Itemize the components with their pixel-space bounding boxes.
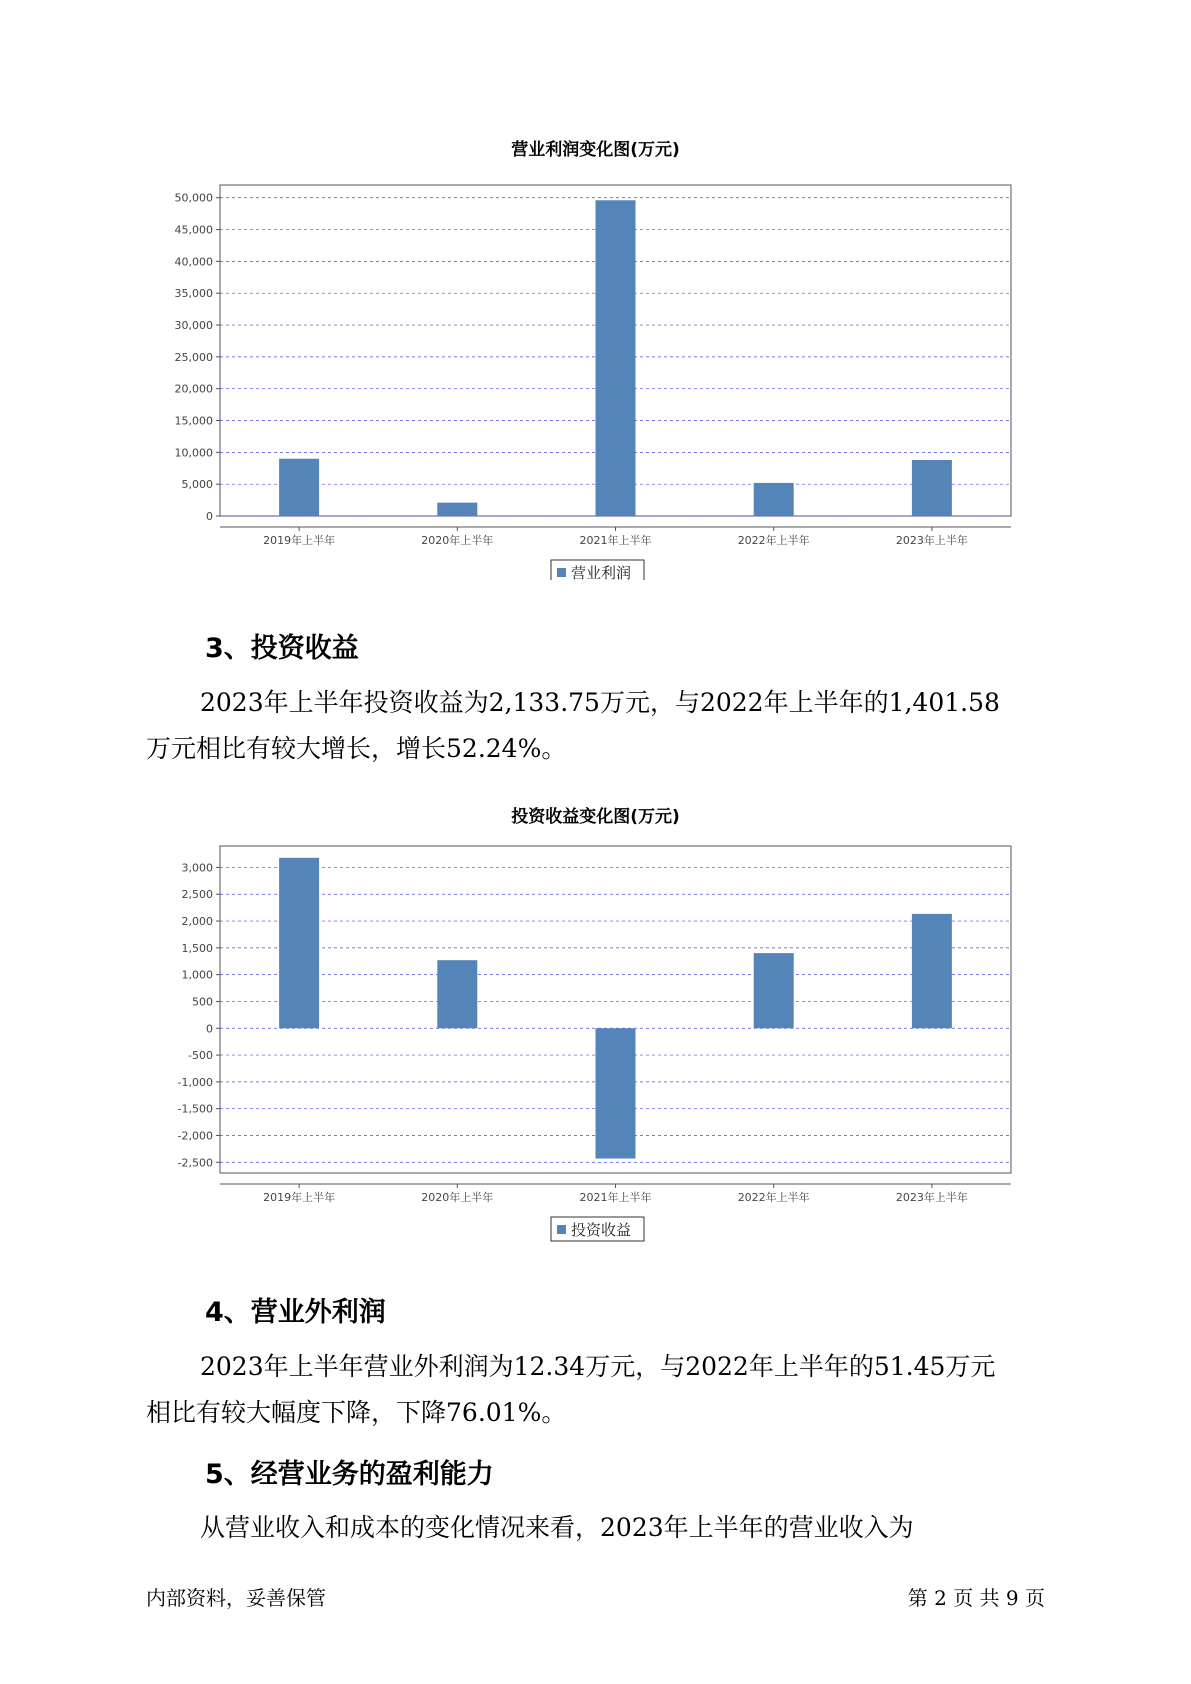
legend-swatch [557,568,566,577]
y-tick-label: 40,000 [174,255,213,269]
y-tick-label: 1,500 [181,941,213,955]
y-tick-label: 1,000 [181,968,213,982]
y-tick-label: 500 [192,995,213,1009]
y-tick-label: 0 [206,1022,213,1036]
bar [912,914,952,1028]
y-tick-label: 5,000 [181,478,213,492]
section3-line1: 2023年上半年投资收益为2,133.75万元，与2022年上半年的1,401.58 [200,688,1000,717]
y-tick-label: 30,000 [174,319,213,333]
legend-label: 营业利润 [571,564,632,580]
x-tick-label: 2021年上半年 [579,534,652,547]
bar [437,960,477,1028]
bar [279,459,319,516]
y-tick-label: 0 [206,510,213,523]
x-tick-label: 2020年上半年 [421,534,494,547]
y-tick-label: -2,000 [177,1129,213,1143]
section5-heading: 5、经营业务的盈利能力 [205,1459,494,1490]
x-tick-label: 2019年上半年 [263,534,336,547]
legend [551,1217,644,1241]
section4-heading: 4、营业外利润 [205,1297,386,1328]
y-tick-label: 15,000 [174,414,213,428]
y-tick-label: 25,000 [174,350,213,364]
bar [754,483,794,516]
y-tick-label: -1,500 [177,1102,213,1116]
y-tick-label: 50,000 [174,191,213,205]
x-tick-label: 2023年上半年 [895,534,968,547]
section5-line1: 从营业收入和成本的变化情况来看，2023年上半年的营业收入为 [200,1513,914,1542]
y-tick-label: 10,000 [174,446,213,460]
operating-profit-chart [0,160,1191,580]
x-tick-label: 2019年上半年 [263,1191,336,1204]
y-tick-label: -2,500 [177,1156,213,1170]
section4-paragraph [146,1344,1046,1436]
chart2-title: 投资收益变化图(万元) [511,807,680,827]
y-tick-label: -500 [188,1049,213,1063]
y-tick-label: 35,000 [174,287,213,301]
chart1-title: 营业利润变化图(万元) [511,140,680,160]
legend [551,560,644,580]
bar [754,953,794,1028]
y-tick-label: -1,000 [177,1075,213,1089]
x-tick-label: 2021年上半年 [579,1191,652,1204]
bar [437,503,477,516]
footer-page-number: 第 2 页 共 9 页 [907,1586,1045,1610]
bar [912,460,952,516]
legend-label: 投资收益 [571,1221,632,1239]
bar [279,858,319,1028]
footer-confidential-note: 内部资料，妥善保管 [146,1586,326,1610]
y-tick-label: 20,000 [174,382,213,396]
section4-line2: 相比有较大幅度下降，下降76.01%。 [146,1398,567,1427]
bar [596,1028,636,1158]
investment-income-chart [0,826,1191,1256]
section3-paragraph [146,680,1046,772]
x-tick-label: 2022年上半年 [737,1191,810,1204]
legend-swatch [557,1225,566,1234]
section3-line2: 万元相比有较大增长，增长52.24%。 [146,734,567,763]
section3-heading: 3、投资收益 [205,633,359,664]
bar [596,200,636,516]
y-tick-label: 2,500 [181,888,213,902]
x-tick-label: 2020年上半年 [421,1191,494,1204]
section4-line1: 2023年上半年营业外利润为12.34万元，与2022年上半年的51.45万元 [200,1352,996,1381]
section5-paragraph [146,1505,1046,1551]
y-tick-label: 45,000 [174,223,213,237]
x-tick-label: 2022年上半年 [737,534,810,547]
x-tick-label: 2023年上半年 [895,1191,968,1204]
y-tick-label: 3,000 [181,861,213,875]
y-tick-label: 2,000 [181,915,213,929]
